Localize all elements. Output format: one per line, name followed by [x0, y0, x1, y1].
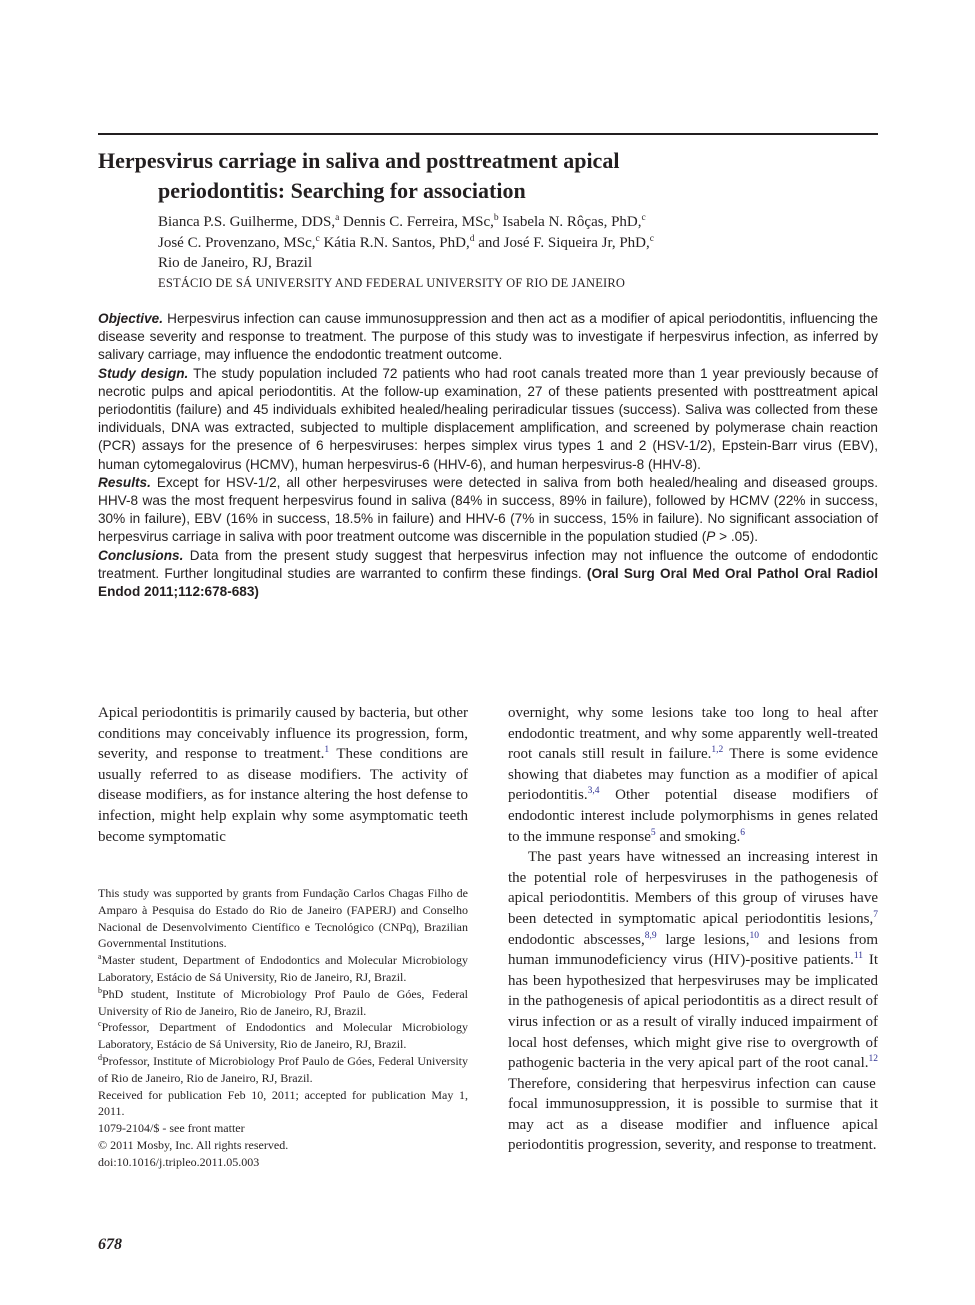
journal-citation: (Oral Surg Oral Med Oral Pathol Oral Radiol Endod 2011;112:678-683): [98, 565, 878, 600]
abstract-heading: Study design.: [98, 365, 189, 381]
body-paragraph: The past years have witnessed an increasing interest in the potential role of herpesviruses in the pathogenesis of apical periodontitis. Members of this group of viruses have been detected in symptomatic apical periodontitis lesions,$^7$ endodontic abscesses,$^{8,9}$ large lesions,$^{10}$ and lesions from human immunodeficiency virus (HIV)-positive patients.$^{11}$ It has been hypothesized that herpesviruses may be implicated in the pathogenesis of apical periodontitis as a direct result of virus infection or as a result of virally induced impairment of local host defenses, which might give rise to overgrowth of pathogenic bacteria in the very apical part of the root canal.$^{12}$ Therefore, considering that herpesvirus infection can cause focal immunosuppression, it is possible to surmise that it may act as a disease modifier and influence apical periodontitis progression, severity, and response to treatment.: [508, 849, 879, 1154]
reference-link[interactable]: 7: [873, 909, 878, 920]
body-paragraph: Apical periodontitis is primarily caused by bacteria, but other conditions may conceivably influence its progression, form, severity, and response to treatment.$^1$ These conditions are usually referred to as disease modifiers. The activity of disease modifiers, as for instance altering the host defense to infection, might help explain why some asymptomatic teeth become symptomatic: [98, 705, 468, 845]
affiliation-mark: c: [315, 233, 320, 244]
abstract-heading: Conclusions.: [98, 547, 184, 563]
received-date: Received for publication Feb 10, 2011; accepted for publication May 1, 2011.: [98, 1087, 468, 1119]
abstract-results: Results. Except for HSV-1/2, all other herpesviruses were detected in saliva from both healed/healing and diseased groups. HHV-8 was the most frequent herpesvirus found in saliva (84% in success, 89% in failure), followed by HCMV (22% in success, 30% in failure), EBV (16% in success, 18.5% in failure) and HHV-6 (7% in success, 15% in failure). No significant association of herpesvirus carriage in saliva with poor treatment outcome was discernible in the population studied (P > .05).: [98, 474, 879, 545]
reference-link[interactable]: 1: [324, 745, 330, 756]
abstract-heading: Objective.: [98, 311, 163, 326]
article-title: [98, 146, 858, 206]
affiliation-note: $^a$Master student, Department of Endodontics and Molecular Microbiology Laboratory, Estácio de Sá University, Rio de Janeiro, RJ, Brazil.: [98, 952, 468, 984]
author-name: Bianca P.S. Guilherme, DDS,: [158, 214, 336, 230]
affiliation-note: $^b$PhD student, Institute of Microbiology Prof Paulo de Góes, Federal University of Rio de Janeiro, Rio de Janeiro, RJ, Brazil.: [98, 985, 468, 1018]
footnotes: [98, 885, 468, 1171]
doi-link[interactable]: doi:10.1016/j.tripleo.2011.05.003: [98, 1154, 260, 1169]
body-column-left: [98, 703, 468, 847]
affiliation-mark: c: [641, 213, 646, 223]
reference-link[interactable]: 1,2: [711, 745, 724, 756]
issn-line: 1079-2104/$ - see front matter: [98, 1121, 245, 1136]
abstract-conclusions: Conclusions. Data from the present study suggest that herpesvirus infection may not influence the outcome of endodontic treatment. Further longitudinal studies are warranted to confirm these findings. (Oral Surg Oral Med Oral Pathol Oral Radiol Endod 2011;112:678-683): [98, 547, 878, 600]
title-line-2: periodontitis: Searching for association: [158, 178, 526, 203]
reference-link[interactable]: 5: [650, 827, 656, 838]
copyright-line: © 2011 Mosby, Inc. All rights reserved.: [98, 1137, 289, 1152]
top-rule: [98, 133, 878, 135]
author-name: José F. Siqueira Jr, PhD,: [503, 234, 650, 251]
author-name: José C. Provenzano, MSc,: [158, 234, 316, 251]
author-name: Dennis C. Ferreira, MSc,: [343, 214, 494, 230]
affiliation-mark: d: [469, 233, 475, 244]
institution-affiliation: ESTÁCIO DE SÁ UNIVERSITY AND FEDERAL UNIVERSITY OF RIO DE JANEIRO: [158, 276, 626, 290]
author-location: Rio de Janeiro, RJ, Brazil: [158, 255, 313, 271]
author-name: Isabela N. Rôças, PhD,: [502, 214, 642, 230]
abstract-study-design: Study design. The study population included 72 patients who had root canals treated more than 1 year previously because of necrotic pulps and apical periodontitis. At the follow-up examination, 27 of these patients presented with posttreatment apical periodontitis (failure) and 45 individuals exhibited healed/healing periradicular tissues (success). Saliva was collected from these individuals, DNA was extracted, subjected to multiple displacement amplification, and screened by polymerase chain reaction (PCR) assays for the presence of 6 herpesviruses: herpes simplex virus types 1 and 2 (HSV-1/2), Epstein-Barr virus (EBV), human cytomegalovirus (HCMV), human herpesvirus-6 (HHV-6), and human herpesvirus-8 (HHV-8).: [98, 365, 879, 472]
author-list: Bianca P.S. Guilherme, DDS,$^a$ Dennis C. Ferreira, MSc,$^b$ Isabela N. Rôças, PhD,$^c$ José C. Provenzano, MSc,$^c$ Kátia R.N. Santos, PhD,$^d$ and José F. Siqueira Jr, PhD,$^c$ Rio de Janeiro, RJ, Brazil: [158, 213, 654, 271]
abstract-heading: Results.: [98, 474, 151, 490]
title-line-1: Herpesvirus carriage in saliva and posttreatment apical: [98, 148, 620, 173]
affiliation-mark: a: [335, 213, 340, 223]
affiliation-mark: c: [649, 233, 654, 244]
reference-link[interactable]: 10: [749, 930, 759, 941]
abstract-objective: Objective. Herpesvirus infection can cause immunosuppression and then act as a modifier of apical periodontitis, influencing the disease severity and response to treatment. The purpose of this study was to investigate if herpesvirus infection, as inferred by salivary carriage, may influence the endodontic treatment outcome.: [98, 311, 878, 363]
author-name: Kátia R.N. Santos, PhD,: [323, 234, 470, 251]
funding-note: This study was supported by grants from Fundação Carlos Chagas Filho de Amparo à Pesquisa do Estado do Rio de Janeiro (FAPERJ) and Conselho Nacional de Desenvolvimento Científico e Tecnológico (CNPq), Brazilian Governmental Institutions.: [98, 886, 468, 951]
reference-link[interactable]: 6: [740, 827, 745, 838]
body-column-right: [508, 703, 878, 1156]
reference-link[interactable]: 11: [853, 951, 864, 962]
reference-link[interactable]: 12: [868, 1054, 878, 1065]
body-paragraph: overnight, why some lesions take too long to heal after endodontic treatment, and why some apparently well-treated root canals still result in failure.$^{1,2}$ There is some evidence showing that diabetes may function as a modifier of apical periodontitis.$^{3,4}$ Other potential disease modifiers of endodontic interest include polymorphisms in genes related to the immune response$^5$ and smoking.$^6$: [508, 705, 879, 845]
abstract: [98, 310, 878, 601]
affiliation-note: $^d$Professor, Institute of Microbiology Prof Paulo de Góes, Federal University of Rio de Janeiro, Rio de Janeiro, RJ, Brazil.: [98, 1052, 468, 1085]
reference-link[interactable]: 3,4: [587, 786, 600, 797]
affiliation-mark: b: [493, 213, 499, 223]
affiliation-note: $^c$Professor, Department of Endodontics and Molecular Microbiology Laboratory, Estácio de Sá University, Rio de Janeiro, RJ, Brazil.: [98, 1019, 468, 1052]
reference-link[interactable]: 8,9: [644, 930, 657, 941]
page-number: 678: [98, 1236, 122, 1253]
